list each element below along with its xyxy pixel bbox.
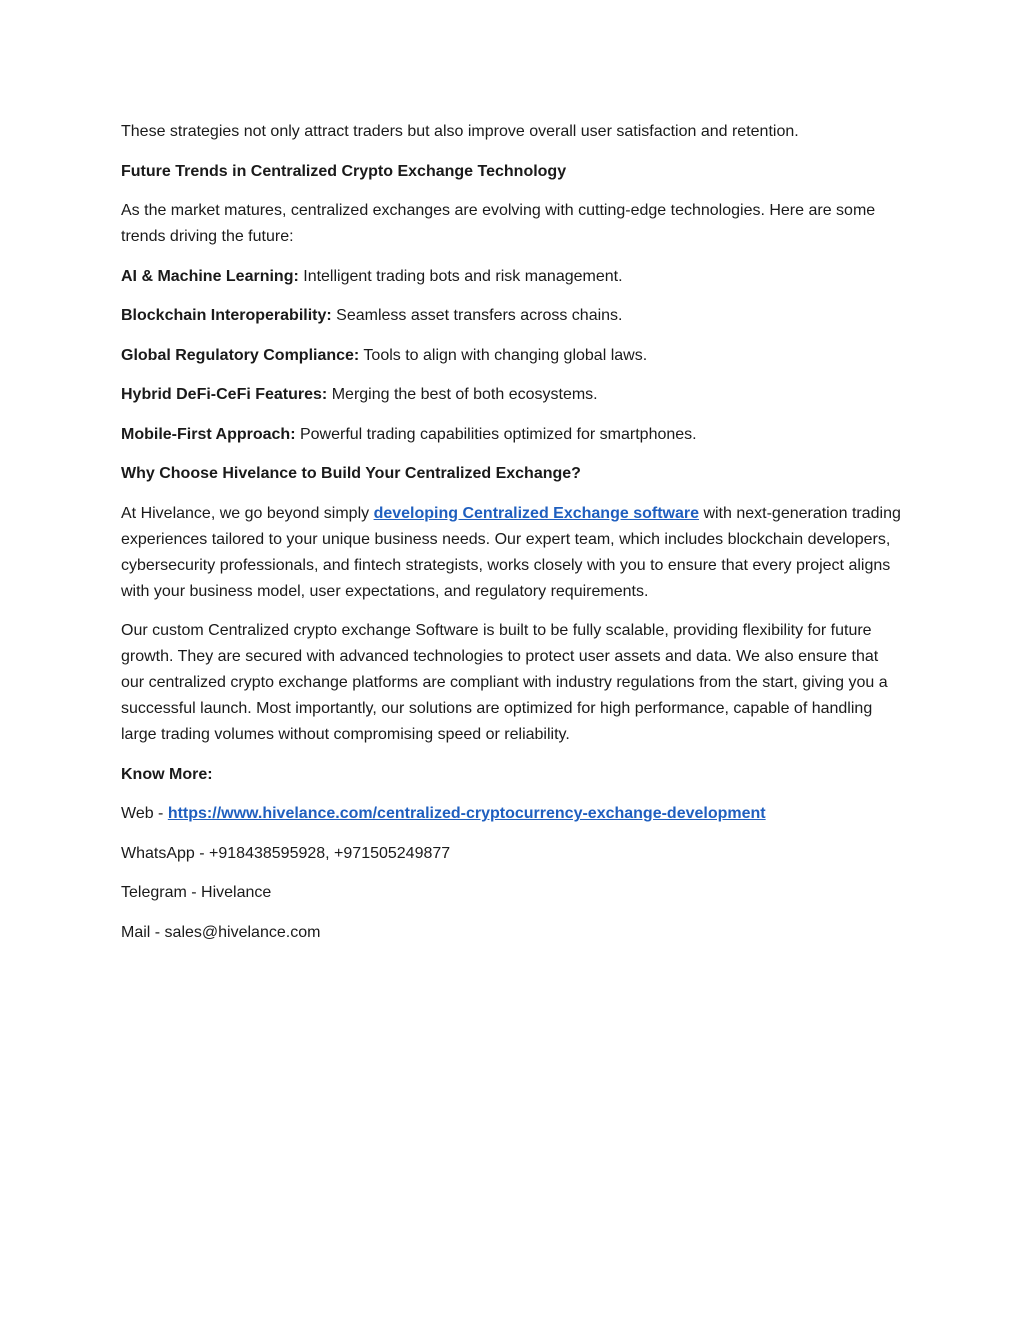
why-paragraph-1 bbox=[121, 501, 903, 605]
why-paragraph-2: Our custom Centralized crypto exchange Software is built to be fully scalable, providing flexibility for future growth. They are secured with advanced technologies to protect user assets and data. We also ensure that our centralized crypto exchange platforms are compliant with industry regulations from the start, giving you a successful launch. Most importantly, our solutions are optimized for high performance, capable of handling large trading volumes without compromising speed or reliability. bbox=[121, 622, 888, 743]
trend-label: Blockchain Interoperability: bbox=[121, 307, 332, 324]
trend-text: Merging the best of both ecosystems. bbox=[327, 386, 598, 403]
website-link[interactable]: https://www.hivelance.com/centralized-cryptocurrency-exchange-development bbox=[167, 805, 766, 822]
trends-lead-paragraph: As the market matures, centralized exchanges are evolving with cutting-edge technologies. Here are some trends driving the future: bbox=[121, 202, 876, 245]
mail-line: Mail - sales@hivelance.com bbox=[121, 923, 321, 941]
whatsapp-line: WhatsApp - +918438595928, +971505249877 bbox=[121, 844, 451, 862]
why-p1-before: At Hivelance, we go beyond simply bbox=[121, 504, 374, 522]
web-prefix: Web - bbox=[121, 805, 168, 822]
developing-software-link[interactable]: developing Centralized Exchange software bbox=[373, 504, 699, 522]
web-line bbox=[121, 801, 903, 827]
trend-label: Global Regulatory Compliance: bbox=[121, 346, 360, 364]
trend-text: Powerful trading capabilities optimized for smartphones. bbox=[295, 425, 697, 443]
trend-label: Hybrid DeFi-CeFi Features: bbox=[121, 386, 328, 403]
why-p1-after: with next-generation trading experiences tailored to your unique business needs. Our expert team, which includes blockchain developers, cybersecurity professionals, and fintech strategists, works closely with you to ensure that every project aligns with your business model, user expectations, and regulatory requirements. bbox=[121, 504, 901, 600]
intro-paragraph: These strategies not only attract traders but also improve overall user satisfaction and retention. bbox=[121, 123, 799, 140]
trend-item bbox=[121, 303, 903, 329]
trend-item bbox=[121, 343, 903, 369]
trend-item bbox=[121, 264, 903, 290]
why-heading: Why Choose Hivelance to Build Your Centralized Exchange? bbox=[121, 465, 581, 482]
telegram-line: Telegram - Hivelance bbox=[121, 884, 272, 901]
trend-text: Seamless asset transfers across chains. bbox=[331, 307, 623, 324]
trend-item bbox=[121, 422, 903, 448]
trend-item bbox=[121, 382, 903, 408]
document-page bbox=[121, 119, 903, 959]
trend-label: Mobile-First Approach: bbox=[121, 425, 296, 443]
trend-text: Tools to align with changing global laws. bbox=[359, 346, 648, 364]
trends-heading: Future Trends in Centralized Crypto Exchange Technology bbox=[121, 162, 567, 180]
know-more-heading: Know More: bbox=[121, 765, 213, 783]
trend-text: Intelligent trading bots and risk management. bbox=[298, 267, 623, 285]
trend-label: AI & Machine Learning: bbox=[121, 267, 299, 285]
